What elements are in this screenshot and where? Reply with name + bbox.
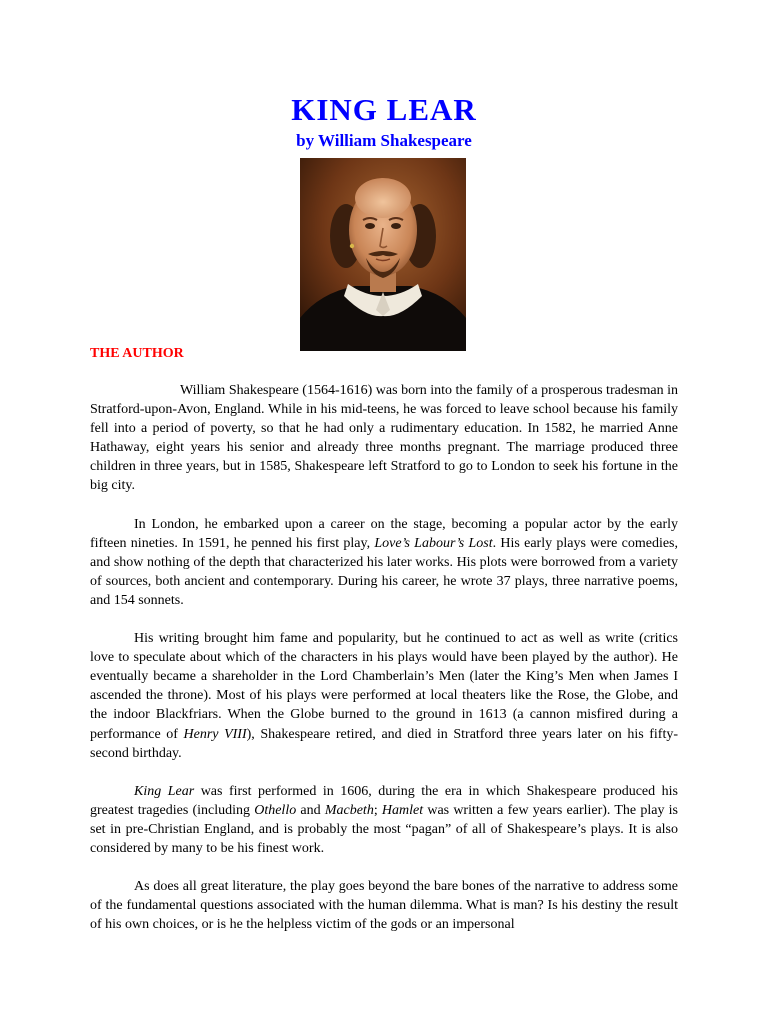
play-title-othello: Othello [254,802,297,818]
paragraph-1: William Shakespeare (1564-1616) was born into the family of a prosperous tradesman in Stratford-upon-Avon, England. While in his mid-teens, he was forced to leave school because his family fell into a period of poverty, so that he had only a rudimentary education. In 1582, he married Anne Hathaway, eight years his senior and already three months pregnant. The marriage produced three children in three years, but in 1585, Shakespeare left Stratford to go to London to seek his fortune in the big city. [90,383,678,494]
play-title-henry-viii: Henry VIII [183,726,247,742]
document-subtitle: by William Shakespeare [296,131,472,150]
portrait-image [300,158,466,351]
paragraph-4: King Lear was first performed in 1606, during the era in which Shakespeare produced his greatest tragedies (including Othello and Macbeth; Hamlet was written a few years earlier). The play is set in pre-Christian England, and is probably the most “pagan” of all of Shakespeare’s plays. It is also considered by many to be his finest work. [90,783,678,856]
play-title-king-lear: King Lear [134,783,195,799]
play-title-loves-labours-lost: Love’s Labour’s Lost [374,535,493,551]
section-heading-the-author: THE AUTHOR [90,346,184,361]
document-title: KING LEAR [291,92,477,127]
paragraph-2: In London, he embarked upon a career on the stage, becoming a popular actor by the early fifteen nineties. In 1591, he penned his first play, Love’s Labour’s Lost. His early plays were comedies, and show nothing of the depth that characterized his later works. His plots were borrowed from a variety of sources, both ancient and contemporary. During his career, he wrote 37 plays, three narrative poems, and 154 sonnets. [90,516,679,608]
paragraph-5: As does all great literature, the play goes beyond the bare bones of the narrative to address some of the fundamental questions associated with the human dilemma. What is man? Is his destiny the result of his own choices, or is he the helpless victim of the gods or an impersonal [90,879,678,933]
play-title-hamlet: Hamlet [381,802,424,818]
author-body-text [90,381,678,934]
play-title-macbeth: Macbeth [324,802,374,818]
author-portrait [300,158,466,351]
paragraph-3: His writing brought him fame and popularity, but he continued to act as well as write (critics love to speculate about which of the characters in his plays would have been played by the author). He eventually became a shareholder in the Lord Chamberlain’s Men (later the King’s Men when James I ascended the throne). Most of his plays were performed at local theaters like the Rose, the Globe, and the indoor Blackfriars. When the Globe burned to the ground in 1613 (a cannon misfired during a performance of Henry VIII), Shakespeare retired, and died in Stratford three years later on his fifty-second birthday. [90,631,678,761]
